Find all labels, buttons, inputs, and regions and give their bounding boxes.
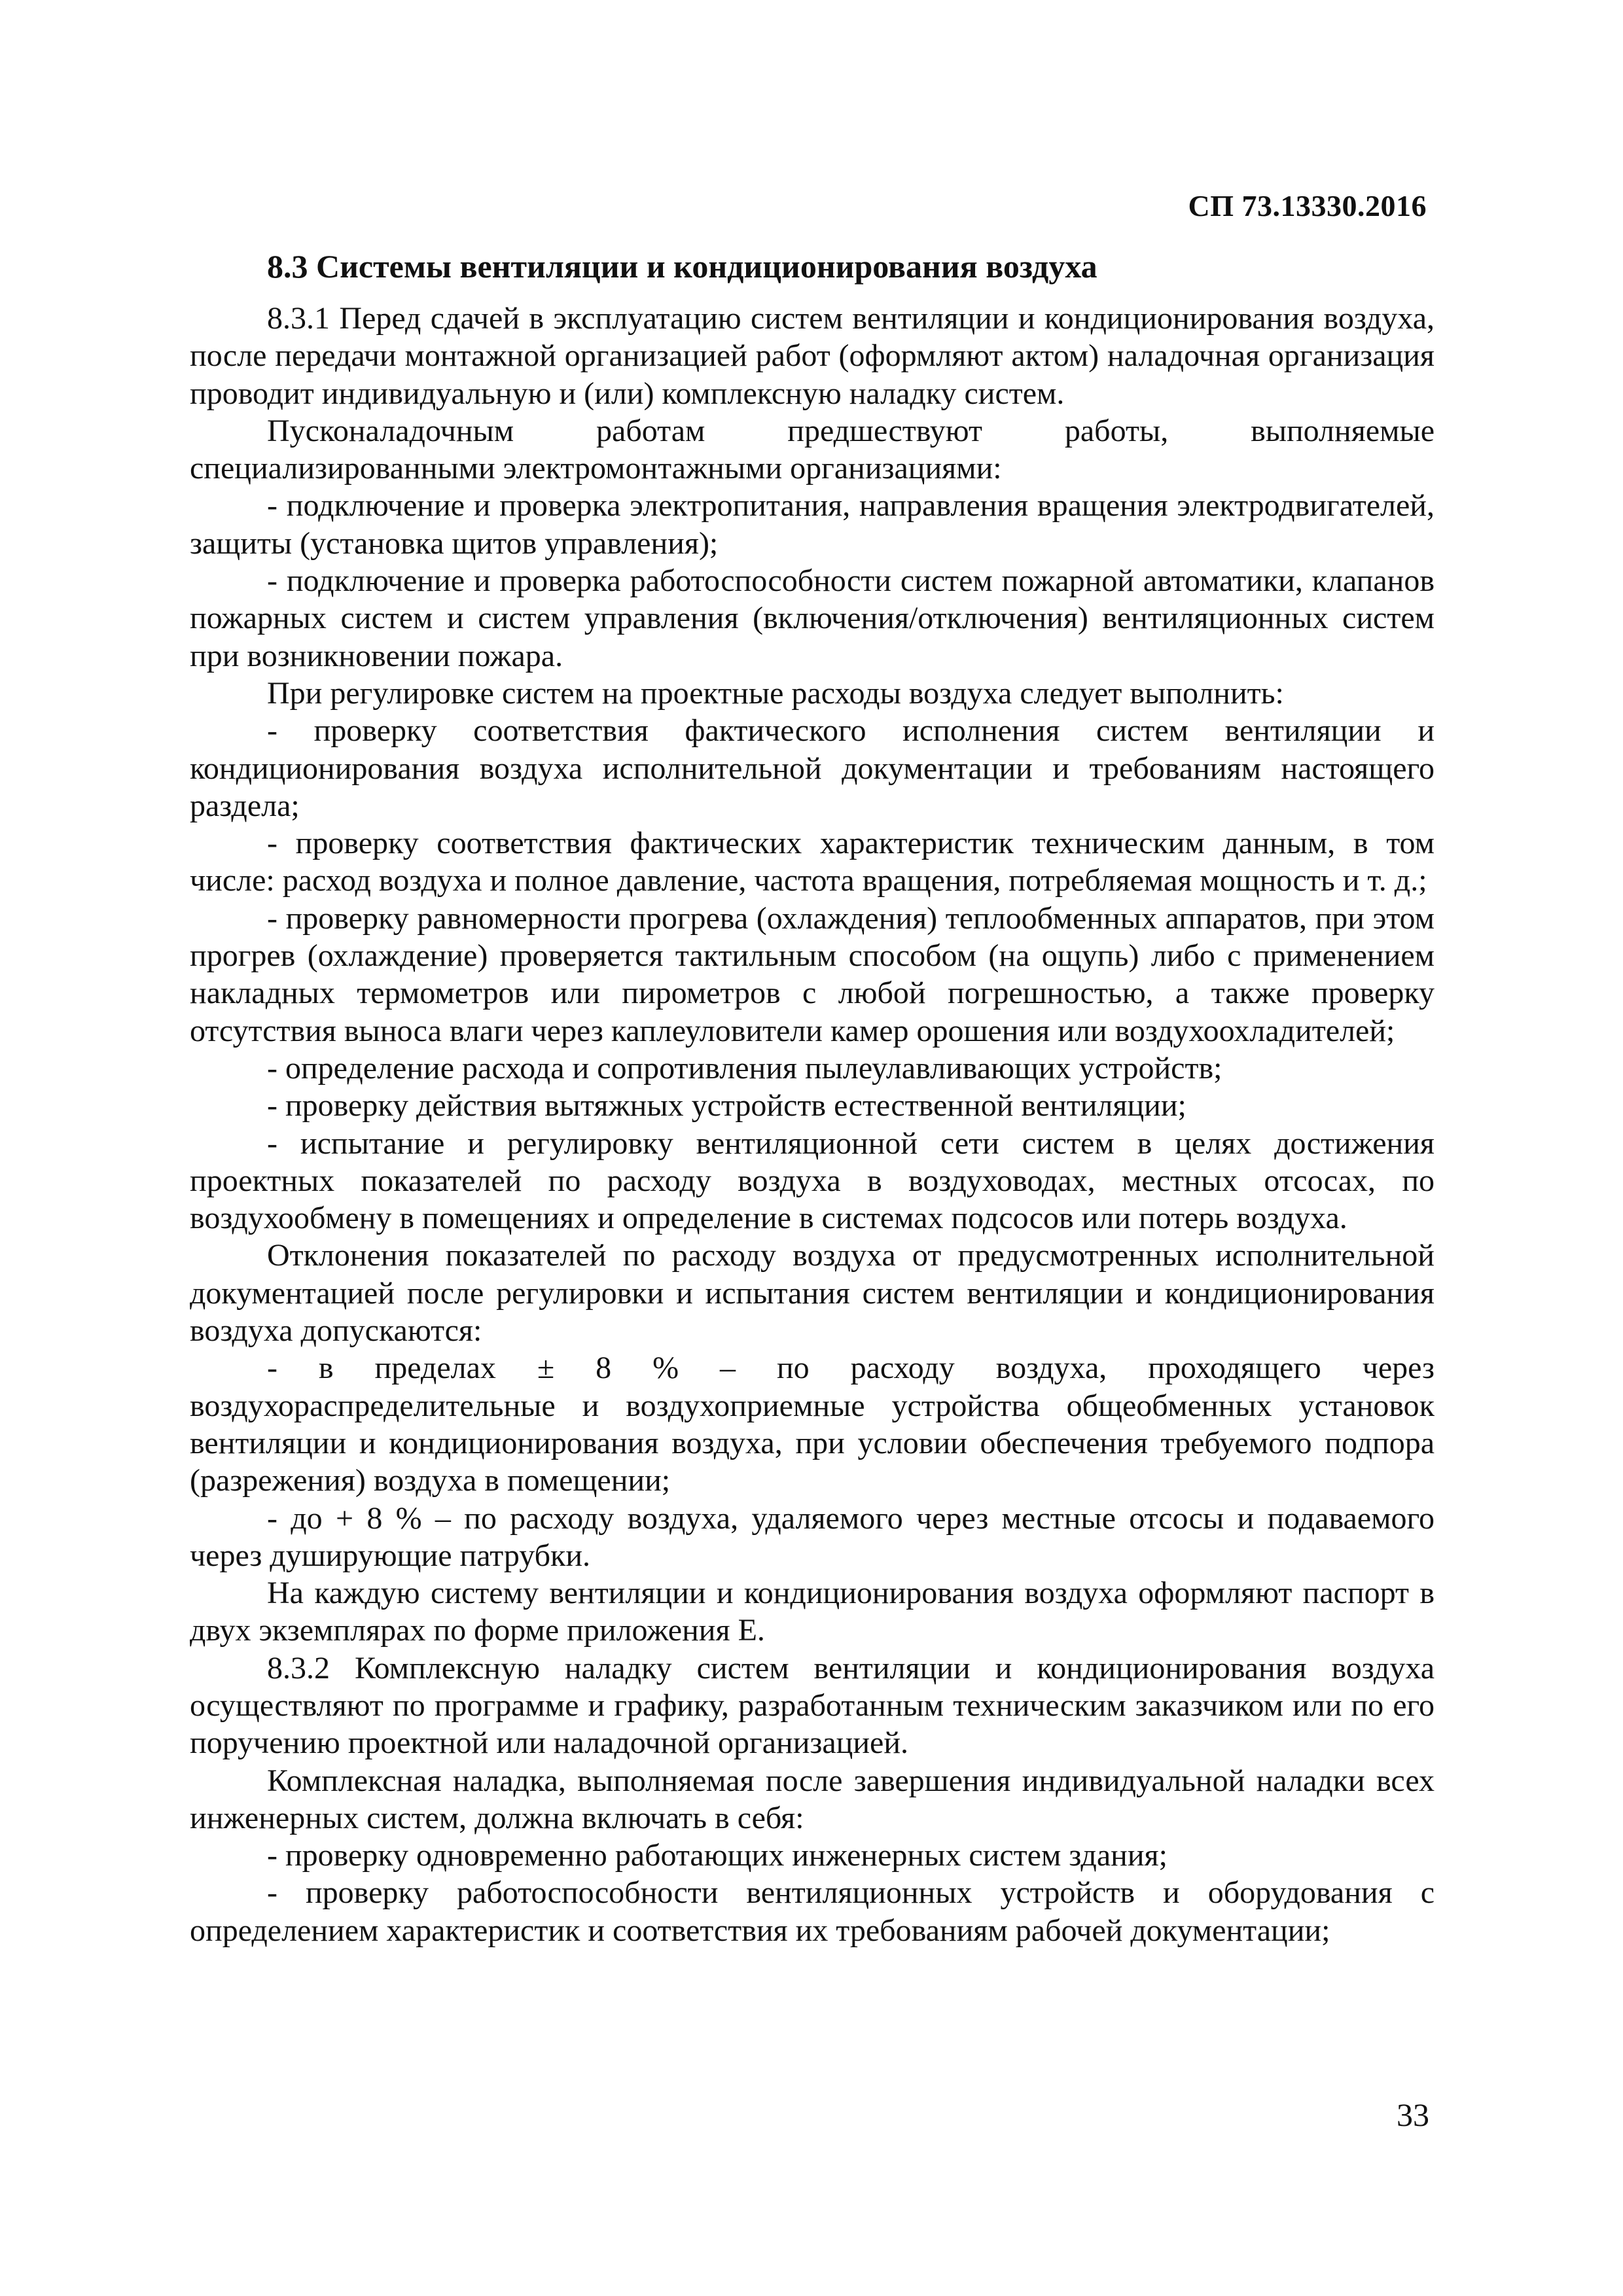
list-item-network-testing: - испытание и регулировку вентиляционной сети систем в целях достижения проектных показателей по расходу воздуха в воздуховодах, местных отсосах, по воздухообмену в помещениях и определение в системах подсосов или потерь воздуха. — [190, 1125, 1435, 1236]
paragraph-complex-commissioning: Комплексная наладка, выполняемая после завершения индивидуальной наладки всех инженерных систем, должна включать в себя: — [190, 1763, 1435, 1835]
paragraph-deviations: Отклонения показателей по расходу воздуха от предусмотренных исполнительной документацией после регулировки и испытания систем вентиляции и кондиционирования воздуха допускаются: — [190, 1238, 1435, 1349]
paragraph-preceding-works: Пусконаладочным работам предшествуют работы, выполняемые специализированными электромонтажными организациями: — [190, 413, 1435, 486]
section-title: 8.3 Системы вентиляции и кондиционирования воздуха — [267, 248, 1097, 285]
list-item-fire-automation: - подключение и проверка работоспособности систем пожарной автоматики, клапанов пожарных систем и систем управления (включения/отключения) вентиляционных систем при возникновении пожара. — [190, 563, 1435, 673]
list-item-ventilation-devices: - проверку работоспособности вентиляционных устройств и оборудования с определением характеристик и соответствия их требованиям рабочей документации; — [190, 1875, 1435, 1948]
body-text — [190, 300, 1435, 1949]
paragraph-8-3-2: 8.3.2 Комплексную наладку систем вентиляции и кондиционирования воздуха осуществляют по программе и графику, разработанным техническим заказчиком или по его поручению проектной или наладочной организацией. — [190, 1650, 1435, 1761]
paragraph-passport: На каждую систему вентиляции и кондиционирования воздуха оформляют паспорт в двух экземплярах по форме приложения Е. — [190, 1576, 1435, 1648]
list-item-dust-collectors: - определение расхода и сопротивления пылеулавливающих устройств; — [267, 1050, 1222, 1086]
paragraph-regulation-intro: При регулировке систем на проектные расходы воздуха следует выполнить: — [267, 675, 1284, 711]
list-item-simultaneous-systems: - проверку одновременно работающих инженерных систем здания; — [267, 1838, 1168, 1873]
paragraph-8-3-1: 8.3.1 Перед сдачей в эксплуатацию систем вентиляции и кондиционирования воздуха, после передачи монтажной организацией работ (оформляют актом) наладочная организация проводит индивидуальную и (или) комплексную наладку систем. — [190, 301, 1435, 411]
list-item-deviation-local-exhaust: - до + 8 % – по расходу воздуха, удаляемого через местные отсосы и подаваемого через душирующие патрубки. — [190, 1500, 1435, 1573]
list-item-conformity-check: - проверку соответствия фактического исполнения систем вентиляции и кондиционирования воздуха исполнительной документации и требованиям настоящего раздела; — [190, 713, 1435, 823]
list-item-deviation-8-percent: - в пределах ± 8 % – по расходу воздуха, проходящего через воздухораспределительные и воздухоприемные устройства общеобменных установок вентиляции и кондиционирования воздуха, при условии обеспечения требуемого подпора (разрежения) воздуха в помещении; — [190, 1351, 1435, 1498]
list-item-heating-uniformity: - проверку равномерности прогрева (охлаждения) теплообменных аппаратов, при этом прогрев (охлаждение) проверяется тактильным способом (на ощупь) либо с применением накладных термометров или пирометров с любой погрешностью, а также проверку отсутствия выноса влаги через каплеуловители камер орошения или воздухоохладителей; — [190, 900, 1435, 1048]
list-item-power-check: - подключение и проверка электропитания, направления вращения электродвигателей, защиты (установка щитов управления); — [190, 488, 1435, 561]
page-number: 33 — [1397, 2096, 1429, 2133]
list-item-natural-ventilation: - проверку действия вытяжных устройств естественной вентиляции; — [267, 1088, 1186, 1123]
list-item-characteristics-check: - проверку соответствия фактических характеристик техническим данным, в том числе: расход воздуха и полное давление, частота вращения, потребляемая мощность и т. д.; — [190, 826, 1435, 898]
document-code-header: СП 73.13330.2016 — [1188, 189, 1427, 222]
